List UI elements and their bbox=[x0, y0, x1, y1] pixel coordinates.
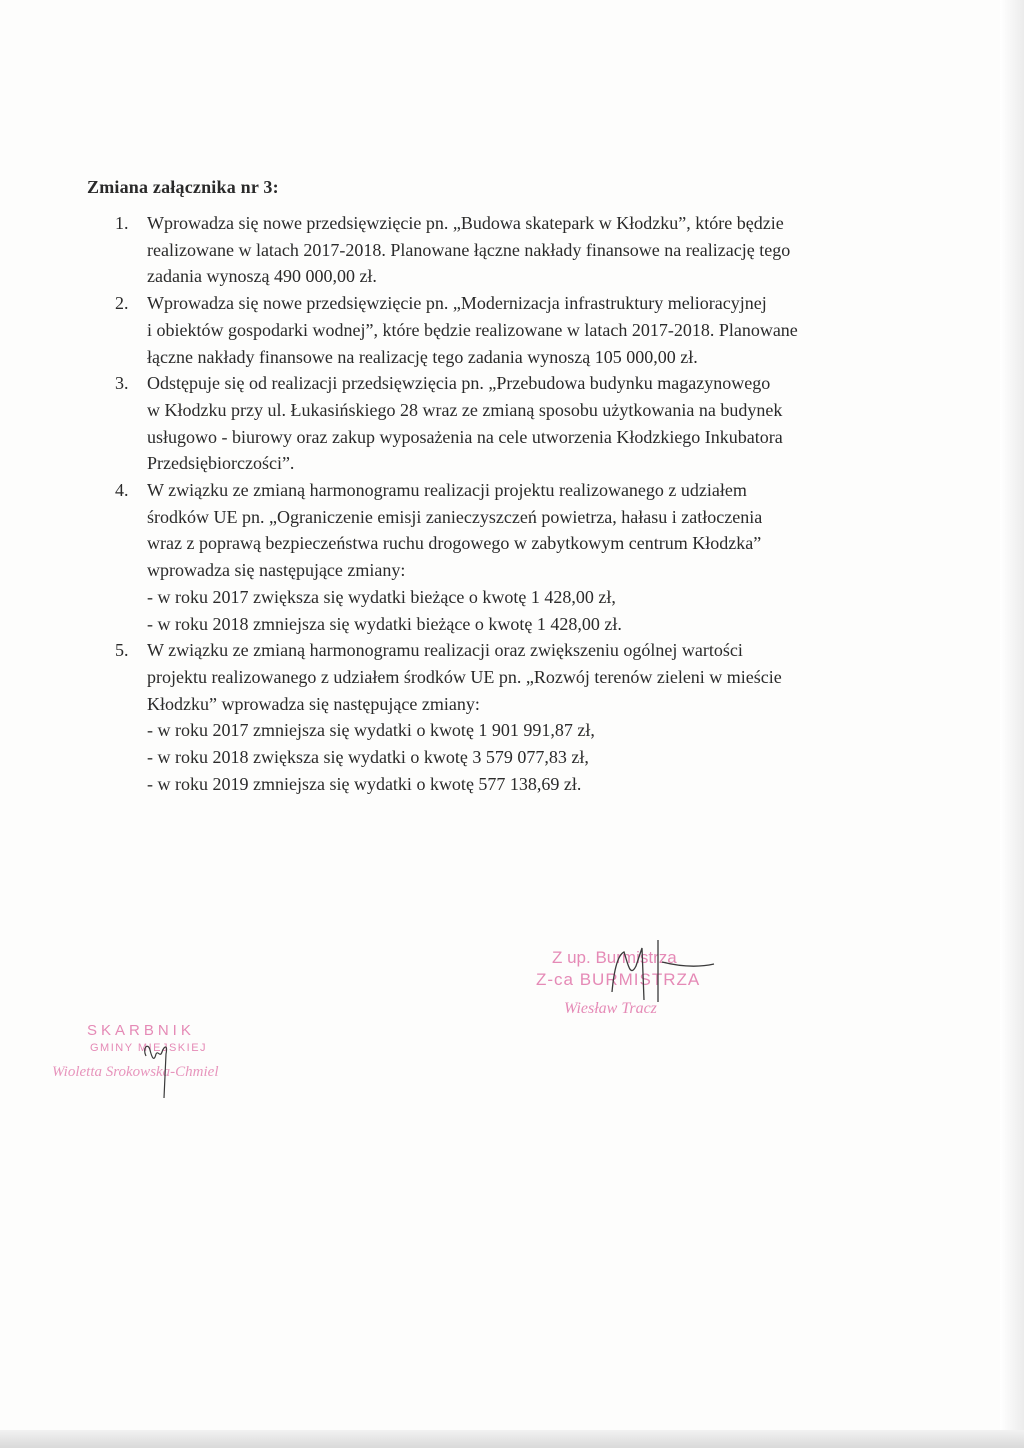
deputy-mayor-stamp bbox=[528, 940, 728, 1035]
list-item bbox=[86, 477, 874, 637]
item-number: 5. bbox=[115, 640, 129, 661]
list-item bbox=[86, 370, 874, 477]
item-line: środków UE pn. „Ograniczenie emisji zanieczyszczeń powietrza, hałasu i zatłoczenia bbox=[147, 506, 763, 527]
list-item bbox=[86, 290, 874, 370]
handwritten-signature-icon bbox=[140, 1040, 180, 1100]
list-item bbox=[86, 210, 874, 290]
item-line: - w roku 2017 zmniejsza się wydatki o kwotę 1 901 991,87 zł, bbox=[147, 720, 595, 741]
stamp-line-title: Z-ca BURMISTRZA bbox=[536, 970, 701, 989]
item-number: 3. bbox=[115, 373, 129, 394]
item-line: łączne nakłady finansowe na realizację tego zadania wynoszą 105 000,00 zł. bbox=[147, 346, 698, 367]
document-heading: Zmiana załącznika nr 3: bbox=[87, 177, 279, 197]
item-line: Wprowadza się nowe przedsięwzięcie pn. „Budowa skatepark w Kłodzku”, które będzie bbox=[147, 213, 784, 233]
item-line: realizowane w latach 2017-2018. Planowane łączne nakłady finansowe na realizację tego bbox=[147, 239, 791, 260]
item-line: - w roku 2018 zmniejsza się wydatki bieżące o kwotę 1 428,00 zł. bbox=[147, 613, 622, 634]
item-line: - w roku 2018 zwiększa się wydatki o kwotę 3 579 077,83 zł, bbox=[147, 747, 589, 768]
stamp-person: Wioletta Srokowska-Chmiel bbox=[52, 1064, 219, 1080]
stamp-unit: GMINY MIEJSKIEJ bbox=[90, 1042, 208, 1054]
item-line: W związku ze zmianą harmonogramu realizacji projektu realizowanego z udziałem bbox=[147, 480, 747, 501]
amendment-list bbox=[86, 210, 874, 797]
scan-edge-bottom bbox=[0, 1430, 1024, 1448]
item-number: 4. bbox=[115, 480, 129, 501]
item-line: W związku ze zmianą harmonogramu realizacji oraz zwiększeniu ogólnej wartości bbox=[147, 640, 743, 661]
item-line: - w roku 2019 zmniejsza się wydatki o kwotę 577 138,69 zł. bbox=[147, 773, 582, 794]
item-line: Kłodzku” wprowadza się następujące zmiany: bbox=[147, 693, 480, 714]
item-line: w Kłodzku przy ul. Łukasińskiego 28 wraz ze zmianą sposobu użytkowania na budynek bbox=[147, 399, 783, 420]
handwritten-signature-icon bbox=[528, 940, 728, 1035]
item-number: 2. bbox=[115, 293, 129, 314]
item-line: Przedsiębiorczości”. bbox=[147, 453, 295, 474]
item-line: Odstępuje się od realizacji przedsięwzięcia pn. „Przebudowa budynku magazynowego bbox=[147, 373, 771, 394]
scan-edge-right bbox=[1000, 0, 1024, 1448]
item-line: projektu realizowanego z udziałem środków UE pn. „Rozwój terenów zieleni w mieście bbox=[147, 666, 782, 687]
treasurer-stamp bbox=[52, 1022, 292, 1102]
item-line: zadania wynoszą 490 000,00 zł. bbox=[147, 266, 377, 287]
item-line: - w roku 2017 zwiększa się wydatki bieżące o kwotę 1 428,00 zł, bbox=[147, 586, 616, 607]
item-line: wprowadza się następujące zmiany: bbox=[147, 560, 406, 581]
item-line: usługowo - biurowy oraz zakup wyposażenia na cele utworzenia Kłodzkiego Inkubatora bbox=[147, 426, 783, 447]
stamp-role: SKARBNIK bbox=[87, 1022, 195, 1039]
stamp-line-on-behalf: Z up. Burmistrza bbox=[552, 948, 677, 967]
item-line: Wprowadza się nowe przedsięwzięcie pn. „Modernizacja infrastruktury melioracyjnej bbox=[147, 293, 767, 314]
list-item bbox=[86, 637, 874, 797]
item-line: wraz z poprawą bezpieczeństwa ruchu drogowego w zabytkowym centrum Kłodzka” bbox=[147, 533, 762, 554]
item-number: 1. bbox=[115, 213, 129, 233]
item-line: i obiektów gospodarki wodnej”, które będzie realizowane w latach 2017-2018. Planowane bbox=[147, 319, 798, 340]
stamp-line-name: Wiesław Tracz bbox=[564, 1000, 657, 1017]
